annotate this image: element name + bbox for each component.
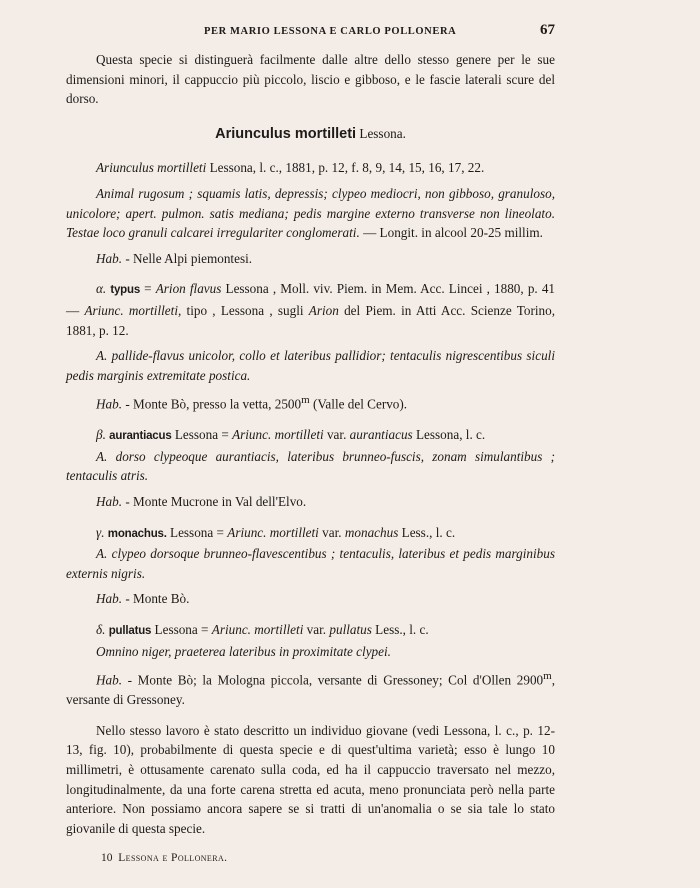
synonymy-italic: Arion flavus bbox=[155, 281, 222, 297]
species-author: Lessona. bbox=[359, 125, 406, 141]
page-number: 67 bbox=[540, 22, 555, 38]
synonymy-italic: Ariunc. mortilleti, bbox=[84, 302, 182, 318]
citation-text: Lessona, l. c., 1881, p. 12, f. 8, 9, 14, 15, 16, 17, 22. bbox=[206, 160, 485, 176]
synonymy-italic: pullatus bbox=[329, 622, 372, 638]
habitat-label: Hab. bbox=[96, 396, 123, 412]
species-habitat bbox=[66, 249, 555, 269]
synonymy-text: tipo , Lessona , sugli bbox=[181, 302, 309, 318]
synonymy-text: Lessona = bbox=[171, 427, 233, 443]
synonymy-text: Lessona = bbox=[166, 524, 228, 540]
page-header bbox=[0, 23, 700, 43]
habitat-text: (Valle del Cervo). bbox=[309, 396, 408, 412]
variety-pullatus-diagnosis: Omnino niger, praeterea lateribus in proximitate clypei. bbox=[96, 643, 391, 659]
synonymy-italic: Arion bbox=[308, 302, 339, 318]
synonymy-text: Lessona , Moll. viv. Piem. in Mem. Acc. Lincei , 1880, p. 41 — bbox=[66, 281, 556, 318]
closing-paragraph: Nello stesso lavoro è stato descritto un individuo giovane (vedi Lessona, l. c., p. 12-13, fig. 10), probabilmente di questa specie e di quest'ultima varietà; esso è lungo 10 millimetri, è ottusamente carenato sulla coda, ed ha il cappuccio traversato nel mezzo, longitudinalmente, da una forte carena stretta ed acuta, meno pronunciata però nella parte anteriore. Non possiamo ancora sapere se si tratti di un'anomalia o se sia tale lo stato giovanile di questa specie. bbox=[66, 722, 555, 836]
species-description bbox=[66, 184, 555, 243]
description-tail: — Longit. in alcool 20-25 millim. bbox=[359, 225, 543, 241]
variety-name: pullatus bbox=[108, 625, 152, 638]
variety-aurantiacus-synonymy bbox=[66, 425, 555, 447]
variety-letter: δ. bbox=[96, 622, 106, 638]
habitat-text: - Monte Bò; la Mologna piccola, versante di Gressoney; Col d'Ollen 2900 bbox=[122, 672, 544, 688]
variety-typus-diagnosis: A. pallide-flavus unicolor, collo et lateribus pallidior; tentaculis nigrescentibus siculi pedis marginis extremitate postica. bbox=[66, 348, 555, 383]
variety-aurantiacus-habitat bbox=[66, 492, 555, 512]
variety-typus-habitat bbox=[66, 391, 555, 414]
synonymy-italic: monachus bbox=[344, 524, 399, 540]
synonymy-text: Lessona = bbox=[151, 622, 212, 638]
variety-name: monachus. bbox=[107, 527, 167, 540]
habitat-text: , versante di Gressoney. bbox=[66, 672, 555, 708]
habitat-label: Hab. bbox=[96, 494, 123, 510]
species-name: Ariunculus mortilleti bbox=[215, 125, 357, 142]
habitat-text: - Monte Mucrone in Val dell'Elvo. bbox=[122, 494, 307, 510]
intro-paragraph: Questa specie si distinguerà facilmente dalle altre dello stesso genere per le sue dimensioni minori, il cappuccio più piccolo, liscio e gibboso, e le fascie laterali scure del dorso. bbox=[66, 52, 555, 107]
variety-monachus-diagnosis: A. clypeo dorsoque brunneo-flavescentibus ; tentaculis, lateribus et pedis marginibus externis nigris. bbox=[66, 546, 555, 581]
variety-name: typus bbox=[110, 284, 141, 297]
habitat-label: Hab. bbox=[96, 591, 123, 607]
habitat-label: Hab. bbox=[96, 672, 123, 688]
synonymy-text: var. bbox=[318, 524, 345, 540]
variety-name: aurantiacus bbox=[109, 430, 172, 443]
description-latin: Animal rugosum ; squamis latis, depressis; clypeo mediocri, non gibboso, granuloso, unicolore; apert. pulmon. satis mediana; pedis margine externo transverse non lineolato. Testae loco granuli calcarei irregulariter conglomerati. bbox=[66, 185, 555, 241]
variety-letter: β. bbox=[96, 427, 106, 443]
signature-text: Lessona e Pollonera. bbox=[118, 852, 228, 864]
species-heading bbox=[66, 124, 555, 145]
synonymy-italic: Ariunc. mortilleti bbox=[211, 622, 304, 638]
variety-typus-synonymy bbox=[66, 279, 555, 340]
synonymy-text: var. bbox=[323, 427, 350, 443]
synonymy-italic: Ariunc. mortilleti bbox=[232, 427, 324, 443]
synonymy-text: Less., l. c. bbox=[371, 622, 429, 638]
running-title: PER MARIO LESSONA E CARLO POLLONERA bbox=[204, 26, 457, 37]
synonymy-text: Less., l. c. bbox=[398, 524, 456, 540]
synonymy-text: del Piem. in Atti Acc. Scienze Torino, 1881, p. 12. bbox=[66, 302, 555, 338]
synonymy-text: = bbox=[140, 281, 156, 297]
citation-name: Ariunculus mortilleti bbox=[96, 160, 207, 176]
variety-letter: γ. bbox=[96, 524, 105, 540]
page-body bbox=[66, 50, 555, 838]
variety-pullatus-habitat bbox=[66, 667, 555, 710]
printer-signature bbox=[101, 852, 227, 864]
variety-monachus-synonymy bbox=[66, 523, 555, 545]
habitat-label: Hab. bbox=[96, 250, 123, 266]
habitat-text: - Nelle Alpi piemontesi. bbox=[122, 250, 253, 266]
variety-monachus-habitat bbox=[66, 589, 555, 609]
variety-letter: α. bbox=[96, 281, 107, 297]
synonymy-italic: aurantiacus bbox=[349, 427, 413, 443]
synonymy-text: var. bbox=[303, 622, 330, 638]
signature-number: 10 bbox=[101, 852, 113, 864]
habitat-text: - Monte Bò, presso la vetta, 2500 bbox=[122, 396, 302, 412]
species-citation bbox=[66, 158, 555, 178]
synonymy-italic: Ariunc. mortilleti bbox=[227, 524, 319, 540]
altitude-unit: m bbox=[301, 394, 310, 407]
synonymy-text: Lessona, l. c. bbox=[412, 427, 486, 443]
altitude-unit: m bbox=[543, 670, 552, 683]
habitat-text: - Monte Bò. bbox=[122, 591, 190, 607]
variety-aurantiacus-diagnosis: A. dorso clypeoque aurantiacis, lateribus brunneo-fuscis, zonam simulantibus ; tentaculis atris. bbox=[66, 448, 555, 484]
variety-pullatus-synonymy bbox=[66, 620, 555, 642]
